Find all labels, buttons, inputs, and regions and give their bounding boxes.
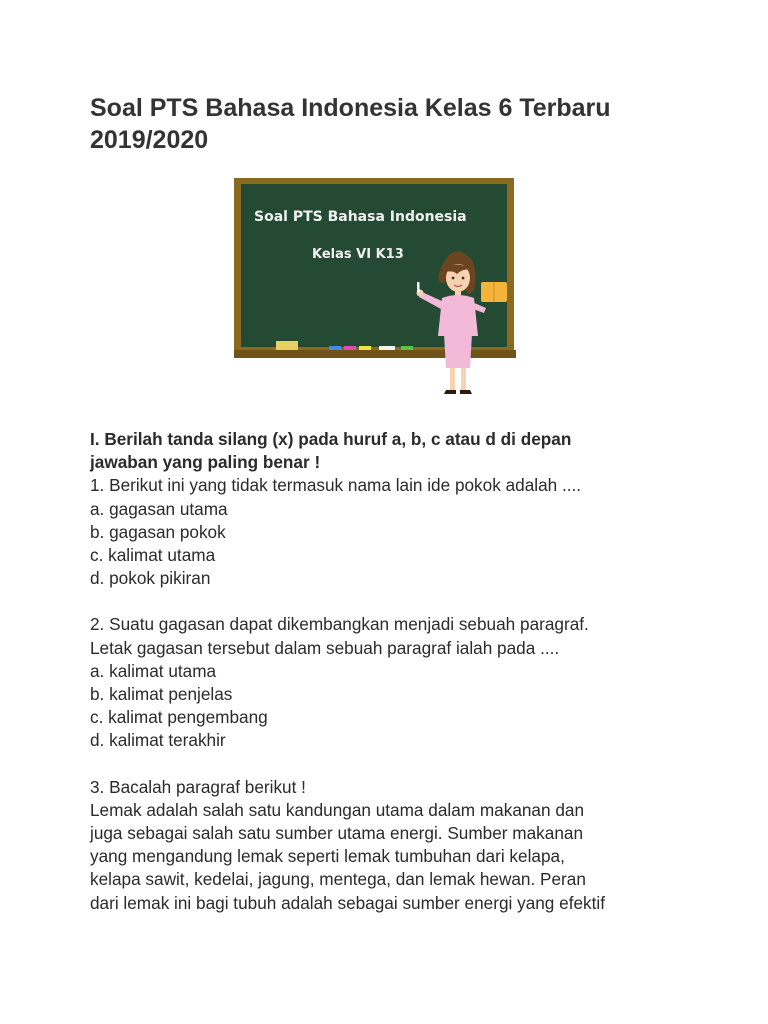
question-3-passage-line-3: yang mengandung lemak seperti lemak tumbuhan dari kelapa,: [90, 846, 565, 867]
question-3-passage-line-5: dari lemak ini bagi tubuh adalah sebagai sumber energi yang efektif: [90, 892, 605, 913]
question-3: [90, 776, 700, 915]
question-2-option-b: b. kalimat penjelas: [90, 684, 233, 705]
question-3-passage-line-2: juga sebagai salah satu sumber utama energi. Sumber makanan: [90, 823, 583, 844]
chalkboard-image: [234, 174, 534, 406]
paragraph-gap: [90, 753, 700, 776]
board-text-line-2: Kelas VI K13: [312, 247, 404, 262]
question-3-passage-line-1: Lemak adalah salah satu kandungan utama dalam makanan dan: [90, 799, 585, 820]
question-2-option-c: c. kalimat pengembang: [90, 707, 268, 728]
question-1-option-a: a. gagasan utama: [90, 498, 228, 519]
teacher-chalkboard-illustration: [234, 174, 534, 406]
instruction-line-2: jawaban yang paling benar !: [90, 452, 321, 473]
question-2-stem-line-1: 2. Suatu gagasan dapat dikembangkan menjadi sebuah paragraf.: [90, 614, 589, 635]
chalk-blue-icon: [329, 346, 341, 350]
question-1-option-c: c. kalimat utama: [90, 545, 216, 566]
question-3-stem: 3. Bacalah paragraf berikut !: [90, 776, 306, 797]
question-2-stem-line-2: Letak gagasan tersebut dalam sebuah paragraf ialah pada ....: [90, 637, 560, 658]
question-content: [90, 428, 700, 915]
question-3-passage-line-4: kelapa sawit, kedelai, jagung, mentega, dan lemak hewan. Peran: [90, 869, 586, 890]
board-text-line-1: Soal PTS Bahasa Indonesia: [254, 209, 467, 225]
question-1-option-b: b. gagasan pokok: [90, 521, 226, 542]
question-2-option-d: d. kalimat terakhir: [90, 730, 226, 751]
question-1: [90, 474, 700, 590]
document-title: [90, 92, 690, 156]
question-1-option-d: d. pokok pikiran: [90, 568, 211, 589]
eraser-icon: [276, 341, 298, 350]
chalk-yellow-icon: [359, 346, 371, 350]
paragraph-gap: [90, 590, 700, 613]
title-line-2: 2019/2020: [90, 126, 209, 154]
title-line-1: Soal PTS Bahasa Indonesia Kelas 6 Terbaru: [90, 94, 611, 122]
question-2-option-a: a. kalimat utama: [90, 660, 217, 681]
instruction-line-1: I. Berilah tanda silang (x) pada huruf a, b, c atau d di depan: [90, 429, 572, 449]
question-2: [90, 613, 700, 752]
question-1-stem: 1. Berikut ini yang tidak termasuk nama lain ide pokok adalah ....: [90, 475, 582, 496]
chalk-white-icon: [379, 346, 395, 350]
chalk-ledge: [234, 350, 516, 358]
chalk-green-icon: [401, 346, 413, 350]
chalk-pink-icon: [344, 346, 356, 350]
